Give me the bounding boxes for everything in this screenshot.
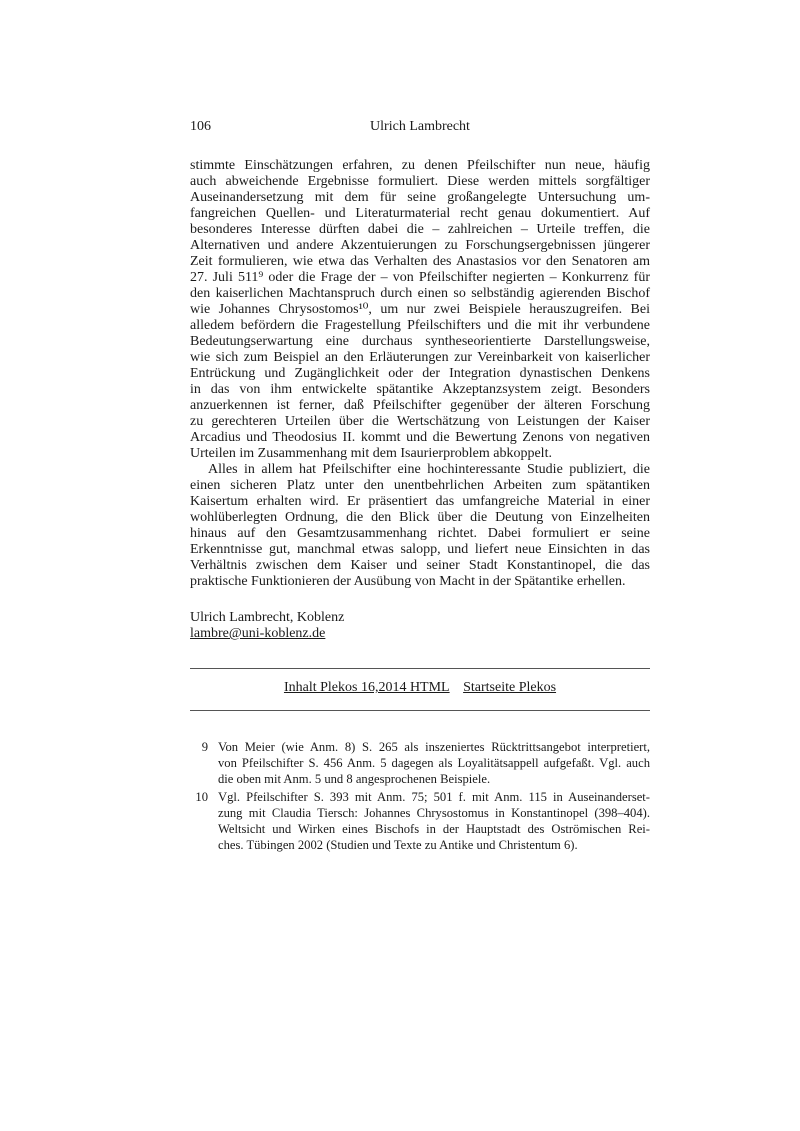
page-header: [190, 119, 650, 137]
text-line: Von Meier (wie Anm. 8) S. 265 als inszeniertes Rücktrittsangebot interpretiert,: [218, 740, 650, 754]
footnote-number: 10: [195, 790, 208, 804]
text-line: wohlüberlegten Ordnung, die den Blick über die Deutung von Einzelheiten: [190, 510, 650, 525]
text-line: Entrückung und Zugänglichkeit oder der Integration dynastischen Denkens: [190, 366, 650, 381]
text-line: besonderes Interesse dürften dabei die – zahlreichen – Urteile treffen, die: [190, 222, 650, 237]
text-line: hinaus auf den Gesamtzusammenhang richtet. Dabei formuliert er seine: [190, 526, 650, 541]
text-line: Arcadius und Theodosius II. kommt und die Bewertung Zenons von negativen: [190, 430, 650, 445]
text-line: Erkenntnisse gut, manchmal etwas salopp, und liefert neue Einsichten in das: [190, 542, 650, 557]
text-line: Urteilen im Zusammenhang mit dem Isaurierproblem abkoppelt.: [190, 446, 552, 461]
text-line: Verhältnis zwischen dem Kaiser und seiner Stadt Konstantinopel, die das: [190, 558, 650, 573]
text-line: fangreichen Quellen- und Literaturmaterial recht genau dokumentiert. Auf: [190, 206, 650, 221]
navigation-links: [190, 680, 650, 696]
footnote: [190, 789, 650, 853]
footnote: [190, 739, 650, 787]
text-line: Alternativen und andere Akzentuierungen zu Forschungsergebnissen jüngerer: [190, 238, 650, 253]
text-line: ches. Tübingen 2002 (Studien und Texte zu Antike und Christentum 6).: [218, 838, 578, 852]
homepage-link[interactable]: Startseite Plekos: [463, 680, 557, 695]
text-line: Weltsicht und Wirken eines Bischofs in der Hauptstadt des Oströmischen Rei-: [218, 822, 650, 836]
signature: [190, 610, 344, 642]
text-line: einen sicheren Platz unter den unentbehrlichen Arbeiten zum spätantiken: [190, 478, 650, 493]
author-name: Ulrich Lambrecht, Koblenz: [190, 610, 345, 625]
text-line: praktische Funktionieren der Ausübung von Macht in der Spätantike erhellen.: [190, 574, 626, 589]
text-line: von Pfeilschifter S. 456 Anm. 5 dagegen als Loyalitätsappell aufgefaßt. Vgl. auch: [218, 756, 650, 770]
text-line: Zeit formulieren, wie etwa das Verhalten des Anastasios vor den Senatoren am: [190, 254, 650, 269]
text-line: Alles in allem hat Pfeilschifter eine hochinteressante Studie publiziert, die: [208, 462, 650, 477]
paragraph: [190, 462, 650, 590]
text-line: in das von ihm entwickelte spätantike Akzeptanzsystem zeigt. Besonders: [190, 382, 650, 397]
text-line: alledem befördern die Fragestellung Pfeilschifters und die mit ihr verbundene: [190, 318, 650, 333]
text-line: stimmte Einschätzungen erfahren, zu denen Pfeilschifter nun neue, häufig: [190, 158, 650, 173]
footnote-text: [218, 789, 650, 853]
text-line: 27. Juli 511⁹ oder die Frage der – von Pfeilschifter negierten – Konkurrenz für: [190, 270, 650, 285]
divider: [190, 710, 650, 711]
text-line: den kaiserlichen Machtanspruch durch einen so selbständig agierenden Bischof: [190, 286, 650, 301]
text-line: Bedeutungserwartung eine durchaus syntheseorientierte Darstellungsweise,: [190, 334, 650, 349]
running-head: Ulrich Lambrecht: [370, 119, 470, 134]
text-line: auch abweichende Ergebnisse formuliert. Diese werden mittels sorgfältiger: [190, 174, 650, 189]
text-line: anzuerkennen ist ferner, daß Pfeilschifter gegenüber der älteren Forschung: [190, 398, 650, 413]
text-line: Auseinandersetzung mit dem für seine großangelegte Untersuchung um-: [190, 190, 650, 205]
body-text: [190, 158, 650, 590]
divider: [190, 668, 650, 669]
text-line: wie Johannes Chrysostomos¹⁰, um nur zwei Beispiele herauszugreifen. Bei: [190, 302, 650, 317]
text-line: Kaisertum erhalten wird. Er präsentiert das umfangreiche Material in einer: [190, 494, 650, 509]
text-line: Vgl. Pfeilschifter S. 393 mit Anm. 75; 501 f. mit Anm. 115 in Auseinanderset-: [218, 790, 650, 804]
contents-link[interactable]: Inhalt Plekos 16,2014 HTML: [283, 680, 450, 695]
author-email-link[interactable]: lambre@uni-koblenz.de: [190, 626, 326, 641]
text-line: die oben mit Anm. 5 und 8 angesprochenen Beispiele.: [218, 772, 491, 786]
page-number: 106: [190, 119, 211, 134]
text-line: zu gerechteren Urteilen über die Wertschätzung von Leistungen der Kaiser: [190, 414, 650, 429]
text-line: zung mit Claudia Tiersch: Johannes Chrysostomus in Konstantinopel (398–404).: [218, 806, 650, 820]
footnote-text: [218, 739, 650, 787]
footnote-number: 9: [201, 740, 208, 754]
paragraph: [190, 158, 650, 462]
text-line: wie sich zum Beispiel an den Erläuterungen zur Vereinbarkeit von kaiserlicher: [190, 350, 650, 365]
